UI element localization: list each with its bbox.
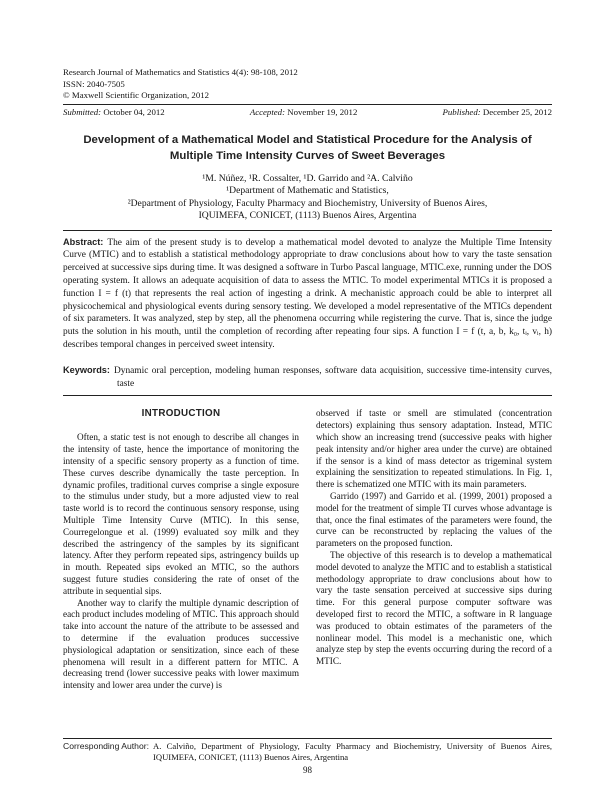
accepted-value: November 19, 2012 bbox=[287, 106, 358, 117]
dates-row bbox=[63, 107, 552, 119]
published-value: December 25, 2012 bbox=[482, 106, 552, 117]
header-divider bbox=[63, 104, 552, 105]
left-column bbox=[63, 408, 299, 692]
page-number: 98 bbox=[303, 765, 312, 775]
section-heading-introduction: INTRODUCTION bbox=[141, 408, 221, 420]
accepted-label: Accepted: bbox=[249, 106, 286, 117]
body-paragraph: observed if taste or smell are stimulated (concentration detectors) explaining thus sensory adaptation. Instead, MTIC which show an increasing trend (successive peaks with higher peak intensity and/or higher area under the curve) are obtained if the sensor is a kind of mass detector as trigeminal system explaining the sensitization to repeated stimulations. In Fig. 1, there is schematized one MTIC with its main parameters. bbox=[316, 408, 552, 490]
body-columns bbox=[63, 408, 552, 692]
authors-line: ¹M. Núñez, ¹R. Cossalter, ¹D. Garrido and ²A. Calviño bbox=[202, 173, 413, 185]
paper-title: Development of a Mathematical Model and Statistical Procedure for the Analysis of Multiple Time Intensity Curves of Sweet Beverages bbox=[83, 134, 532, 162]
keywords-paragraph bbox=[63, 364, 552, 391]
submitted-label: Submitted: bbox=[63, 106, 102, 117]
right-column bbox=[316, 408, 552, 692]
corresponding-author-text: A. Calviño, Department of Physiology, Faculty Pharmacy and Biochemistry, University of Buenos Aires, IQUIMEFA, CONICET, (1113) Buenos Aires, Argentina bbox=[153, 740, 552, 762]
abstract-top-divider bbox=[63, 230, 552, 231]
abstract-text: The aim of the present study is to develop a mathematical model devoted to analyze the Multiple Time Intensity Curve (MTIC) and to establish a statistical methodology appropriate to draw conclusions about how to vary the taste sensation perceived at successive sips during time. It was designed a software in Turbo Pascal language, MTIC.exe, running under the DOS operating system. It allows an adequate acquisition of data to assess the MTIC. To model experimental MTICs it is proposed a function I = f (t) that represents the real action of ingesting a drink. A mechanistic approach could be able to interpret all physicochemical and physiological events during sensory testing. We developed a model representative of the MTICs dependent of six parameters. It was analyzed, step by step, all the phenomena occurring while registering the curve. That is, since the judge puts the solution in his mouth, until the completion of recording after repeating four sips. A function I = f (t, a, b, k₀, tᵢ, vᵢ, h) describes temporal changes in perceived sweet intensity. bbox=[63, 237, 552, 351]
affiliations bbox=[63, 185, 552, 222]
affiliation-line: ²Department of Physiology, Faculty Pharmacy and Biochemistry, University of Buenos Aires, bbox=[127, 197, 488, 209]
footer-divider bbox=[63, 738, 552, 739]
corresponding-author bbox=[63, 741, 552, 763]
issn-line: ISSN: 2040-7505 bbox=[63, 78, 125, 89]
published-date bbox=[443, 107, 552, 119]
keywords-label: Keywords: bbox=[63, 364, 110, 375]
accepted-date bbox=[250, 107, 358, 119]
submitted-value: October 04, 2012 bbox=[103, 106, 165, 117]
body-paragraph: Often, a static test is not enough to describe all changes in the intensity of taste, hence the importance of monitoring the intensity of a specific sensory property as a function of time. These curves describe dynamically the taste perception. In dynamic profiles, traditional curves comprise a single exposure to the stimulus under study, but a more adjusted view to real taste world is to record the continuous sensory response, using Multiple Time Intensity Curve (MTIC). In this sense, Courregelongue et al. (1999) evaluated soy milk and they described the astringency of the samples by its significant latency. After they perform repeated sips, astringency builds up in mouth. Repeated sips evoked an MTIC, so the authors suggest future studies considering the rate of onset of the attribute in sequential sips. bbox=[63, 432, 299, 596]
journal-header bbox=[63, 67, 552, 118]
affiliation-line: IQUIMEFA, CONICET, (1113) Buenos Aires, Argentina bbox=[198, 210, 417, 222]
abstract-label: Abstract: bbox=[63, 236, 104, 247]
page-footer bbox=[63, 738, 552, 776]
copyright-line: © Maxwell Scientific Organization, 2012 bbox=[63, 90, 210, 101]
corresponding-author-label: Corresponding Author: bbox=[63, 740, 149, 751]
affiliation-line: ¹Department of Mathematic and Statistics, bbox=[226, 185, 389, 197]
keywords-text: Dynamic oral perception, modeling human responses, software data acquisition, successive time-intensity curves, taste bbox=[113, 365, 552, 389]
published-label: Published: bbox=[442, 106, 481, 117]
abstract-paragraph bbox=[63, 236, 552, 352]
body-paragraph: Another way to clarify the multiple dynamic description of each product includes modeling of MTIC. This approach should take into account the nature of the attribute to be assessed and to determine if the evaluation produces successive physiological adaptation or sensitization, since each of these phenomena will result in a different pattern for MTIC. A decreasing trend (lower successive peaks with lower maximum intensity and lower area under the curve) is bbox=[63, 597, 299, 691]
journal-title-line: Research Journal of Mathematics and Statistics 4(4): 98-108, 2012 bbox=[63, 67, 298, 77]
body-paragraph: Garrido (1997) and Garrido et al. (1999, 2001) proposed a model for the treatment of simple TI curves whose advantage is that, once the final estimates of the parameters were found, the curve can be reconstructed by replacing the values of the parameters on the proposed function. bbox=[316, 491, 552, 549]
keywords-bottom-divider bbox=[63, 395, 552, 396]
submitted-date bbox=[63, 107, 165, 119]
body-paragraph: The objective of this research is to develop a mathematical model devoted to analyze the MTIC and to establish a statistical methodology appropriate to draw conclusions about how to vary the taste sensation perceived at successive sips during time. For this general purpose computer software was developed first to record the MTIC, a software in R language was produced to obtain estimates of the parameters of the nonlinear model. This model is a mechanistic one, which analyze step by step the events occurring during the record of a MTIC. bbox=[316, 550, 552, 667]
